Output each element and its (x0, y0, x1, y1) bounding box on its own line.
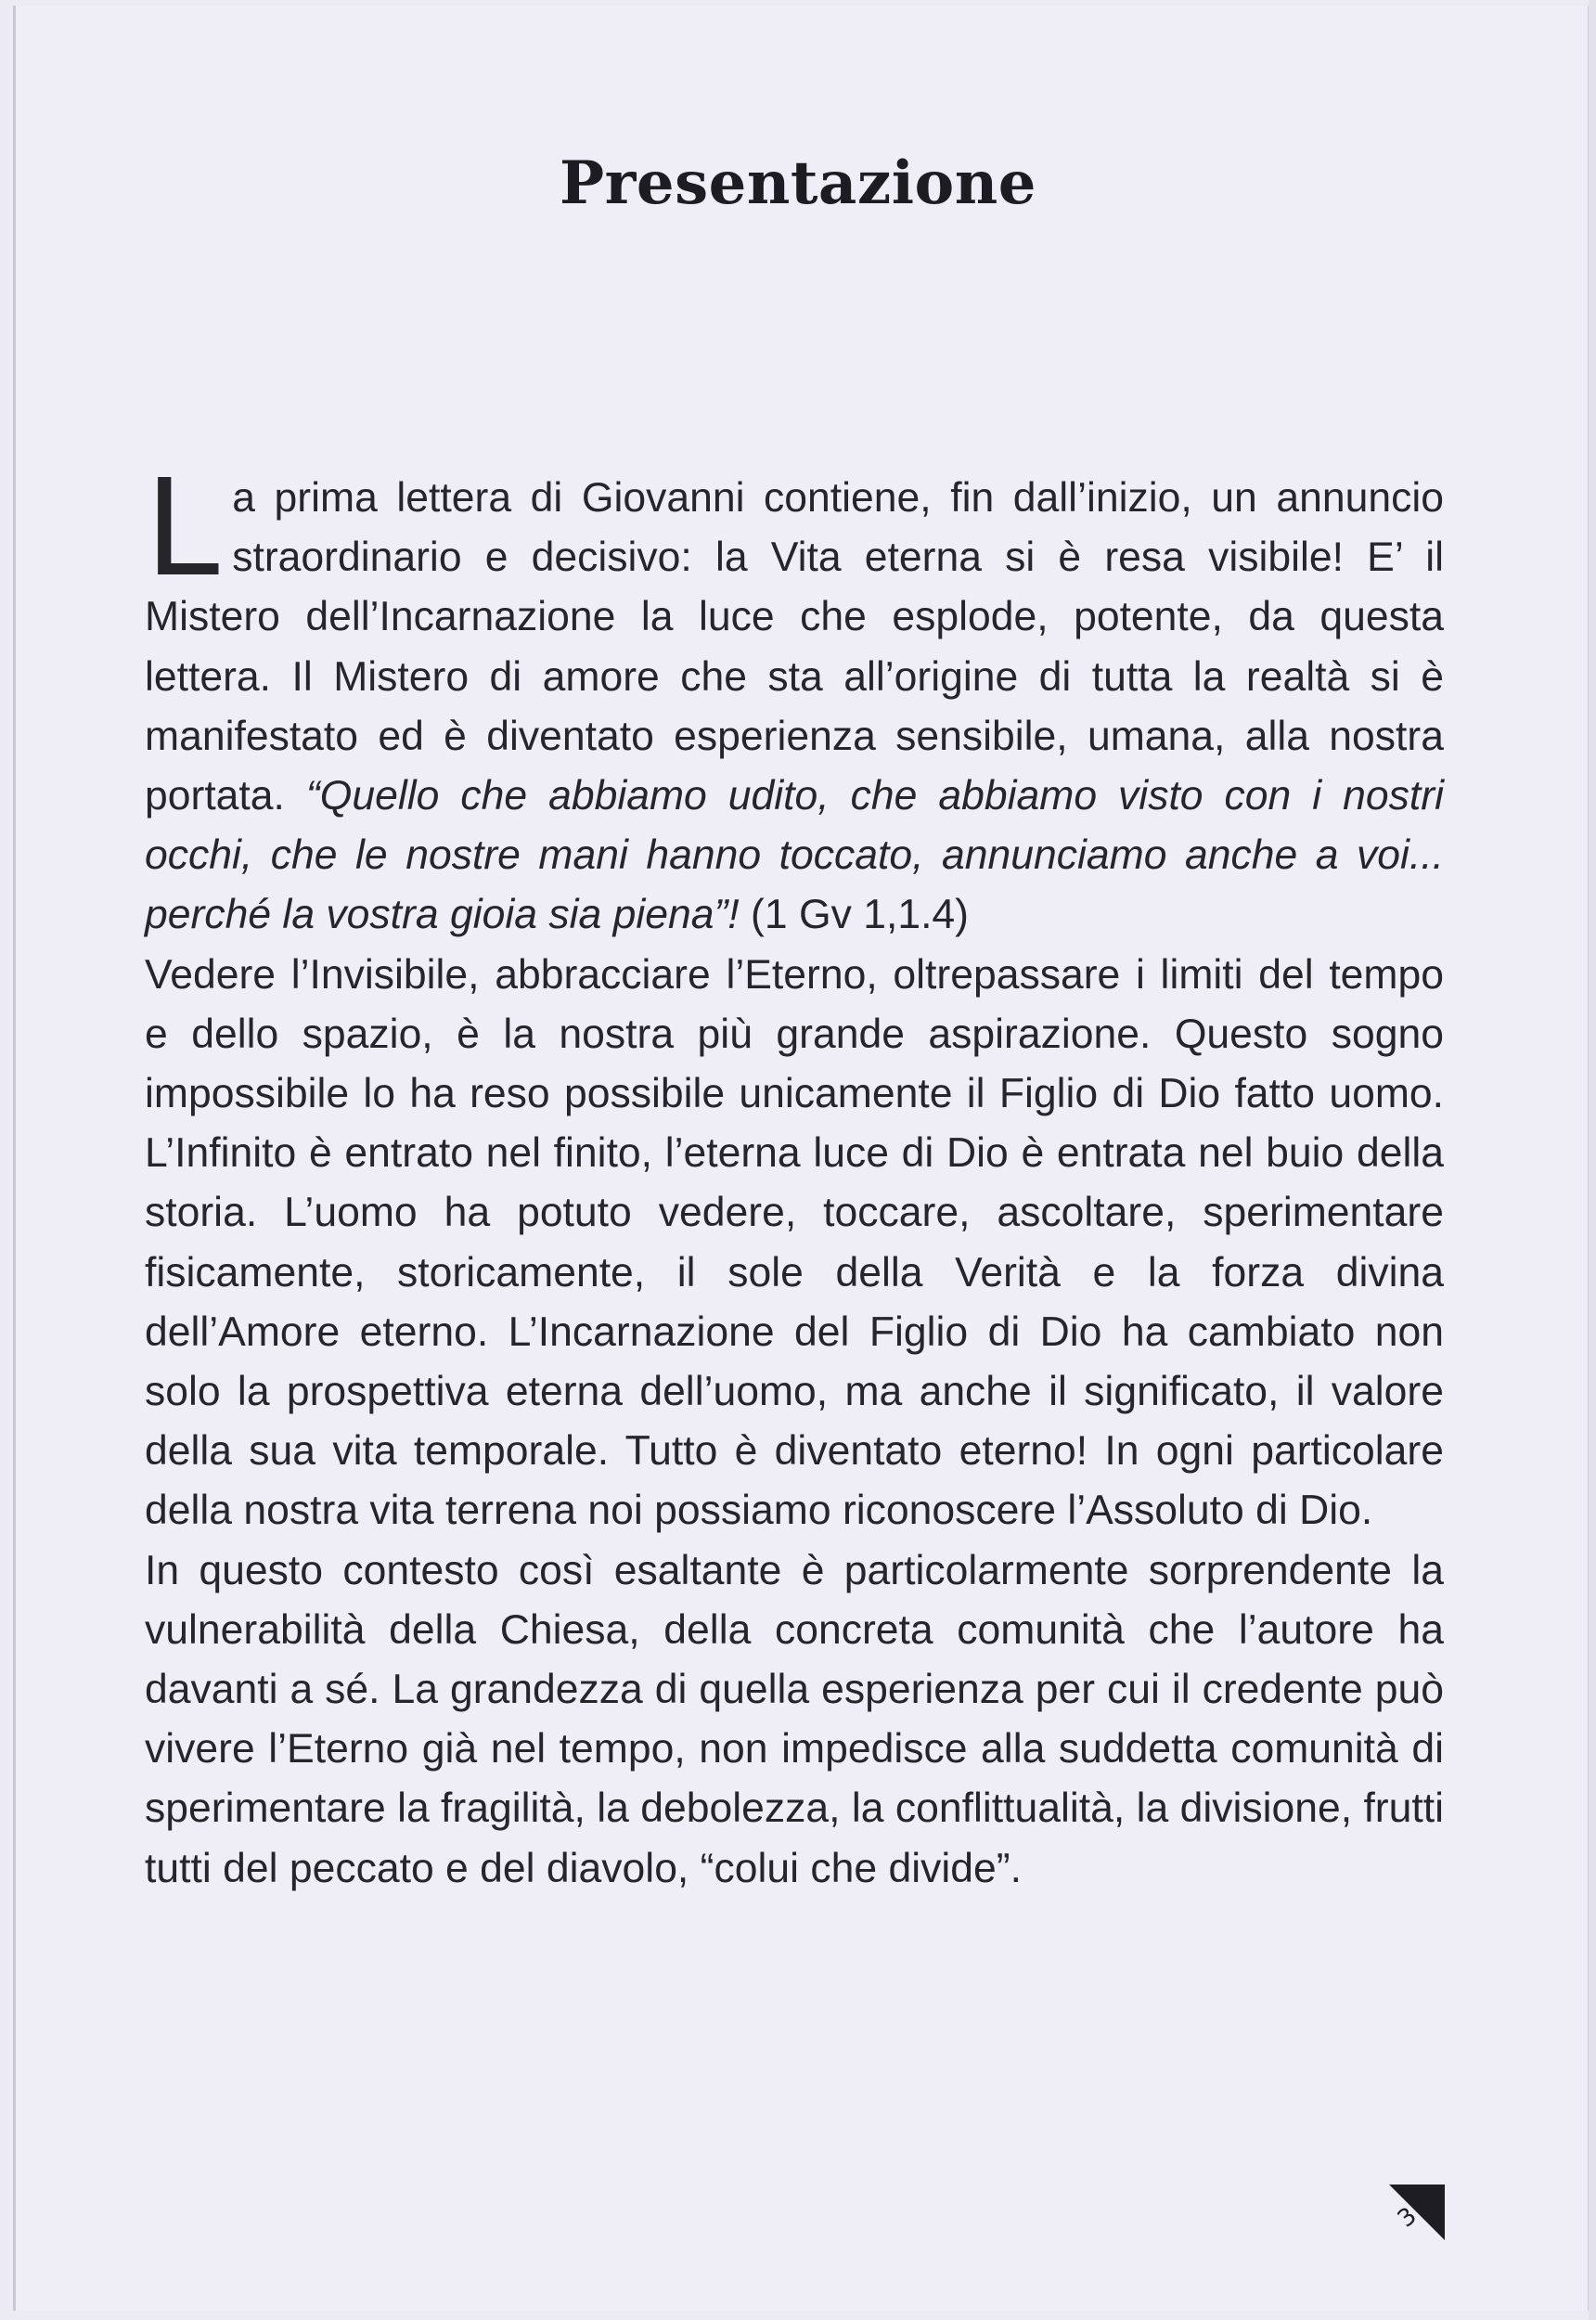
page-edge (1589, 0, 1596, 2320)
page-number: 3 (1392, 2201, 1422, 2234)
paragraph-1-text: a prima lettera di Giovanni contiene, fin dall’inizio, un annuncio straordinario e decisivo: la Vita eterna si è resa visibile! E’ il Mistero dell’Incarnazione la luce che esplode, potente, da questa lettera. Il Mistero di amore che sta all’origine di tutta la realtà si è manifestato ed è diventato esperienza sensibile, umana, alla nostra portata. (145, 475, 1444, 819)
body-text (145, 450, 1444, 1899)
scripture-quote: “Quello che abbiamo udito, che abbiamo visto con i nostri occhi, che le nostre mani hanno toccato, annunciamo anche a voi... perché la vostra gioia sia piena”! (145, 773, 1444, 938)
paragraph-2: Vedere l’Invisibile, abbracciare l’Eterno, oltrepassare i limiti del tempo e dello spazio, è la nostra più grande aspirazione. Questo sogno impossibile lo ha reso possibile unicamente il Figlio di Dio fatto uomo. L’Infinito è entrato nel finito, l’eterna luce di Dio è entrata nel buio della storia. L’uomo ha potuto vedere, toccare, ascoltare, sperimentare fisicamente, storicamente, il sole della Verità e la forza divina dell’Amore eterno. L’Incarnazione del Figlio di Dio ha cambiato non solo la prospettiva eterna dell’uomo, ma anche il significato, il valore della sua vita temporale. Tutto è diventato eterno! In ogni particolare della nostra vita terrena noi possiamo riconoscere l’Assoluto di Dio. (145, 951, 1444, 1534)
page-number-corner (1389, 2185, 1445, 2240)
drop-cap: L (145, 450, 220, 606)
page-title: Presentazione (560, 148, 1036, 218)
corner-triangle-icon (1389, 2185, 1445, 2240)
scripture-citation: (1 Gv 1,1.4) (751, 892, 969, 938)
paragraph-1 (145, 450, 1444, 946)
paragraph-3: In questo contesto così esaltante è particolarmente sorprendente la vulnerabilità della Chiesa, della concreta comunità che l’autore ha davanti a sé. La grandezza di quella esperienza per cui il credente può vivere l’Eterno già nel tempo, non impedisce alla suddetta comunità di sperimentare la fragilità, la debolezza, la conflittualità, la divisione, frutti tutti del peccato e del diavolo, “colui che divide”. (145, 1547, 1444, 1891)
